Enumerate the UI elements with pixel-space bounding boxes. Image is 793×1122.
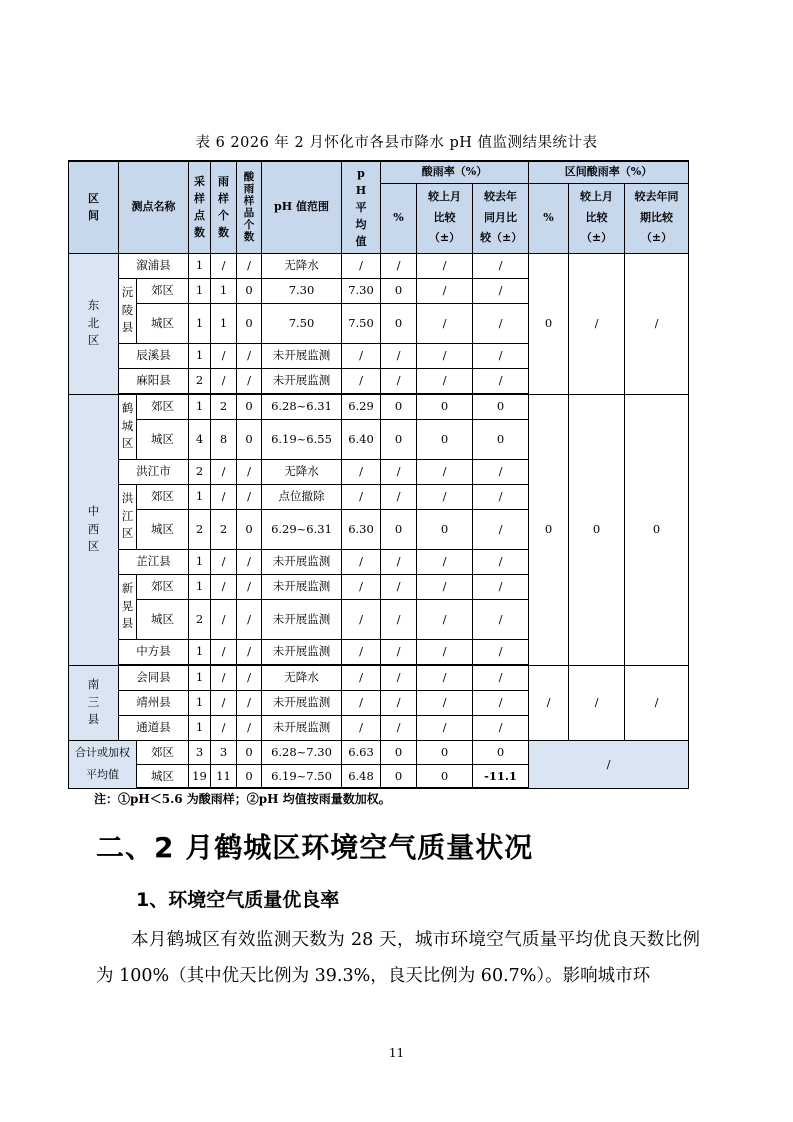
table-row: 麻阳县 2 / / 未开展监测 / / / / (69, 368, 689, 393)
header-region-vs-last-month: 较上月比较（±） (569, 183, 625, 253)
table-row: 沅陵县 郊区 1 1 0 7.30 7.30 0 / / (69, 278, 689, 303)
table-row: 中西区 鹤城区 郊区 1 2 0 6.28~6.31 6.29 0 0 0 0 0 0 (69, 394, 689, 419)
region-zhongxi-mom: 0 (569, 394, 625, 665)
station-name: 中方县 (119, 639, 189, 664)
table-row: 芷江县 1 / / 未开展监测 / / / / (69, 549, 689, 574)
group-yuanling: 沅陵县 (119, 278, 137, 343)
station-name: 芷江县 (119, 549, 189, 574)
header-pct: % (381, 183, 417, 253)
station-name: 溆浦县 (119, 253, 189, 278)
station-name: 洪江市 (119, 459, 189, 484)
page-number: 11 (388, 1046, 405, 1060)
body-paragraph: 本月鹤城区有效监测天数为 28 天，城市环境空气质量平均优良天数比例为 100%（其中优天比例为 39.3%，良天比例为 60.7%）。影响城市环 (96, 930, 700, 986)
station-name: 郊区 (137, 278, 189, 303)
header-ph-avg: pH平均值 (342, 161, 381, 253)
header-station: 测点名称 (119, 161, 189, 253)
table-row: 新晃县 郊区 1 / / 未开展监测 / / / / (69, 574, 689, 599)
header-region-pct: % (529, 183, 569, 253)
header-sample-points: 采样点数 (189, 161, 211, 253)
region-zhongxi-yoy: 0 (625, 394, 689, 665)
region-zhongxi-rate: 0 (529, 394, 569, 665)
region-nansan-rate: / (529, 665, 569, 740)
region-dongbei-mom: / (569, 253, 625, 394)
station-name: 麻阳县 (119, 368, 189, 393)
table-row: 合计或加权平均值 郊区 3 3 0 6.28~7.30 6.63 0 0 0 / (69, 740, 689, 764)
group-hongjiang: 洪江区 (119, 484, 137, 549)
region-nansan-yoy: / (625, 665, 689, 740)
region-nansan: 南三县 (69, 665, 119, 740)
station-name: 郊区 (137, 484, 189, 509)
station-name: 靖州县 (119, 690, 189, 715)
table-row: 洪江区 郊区 1 / / 点位撤除 / / / / (69, 484, 689, 509)
table-row: 城区 4 8 0 6.19~6.55 6.40 0 0 0 (69, 419, 689, 459)
table-row: 城区 19 11 0 6.19~7.50 6.48 0 0 -11.1 (69, 764, 689, 788)
totals-region-value: / (529, 740, 689, 788)
table-row: 辰溪县 1 / / 未开展监测 / / / / (69, 343, 689, 368)
region-nansan-mom: / (569, 665, 625, 740)
region-dongbei-yoy: / (625, 253, 689, 394)
totals-label: 合计或加权平均值 (69, 740, 137, 788)
region-zhongxi: 中西区 (69, 394, 119, 665)
section-title: 二、2 月鹤城区环境空气质量状况 (96, 831, 534, 864)
header-region-acid-rate: 区间酸雨率（%） (529, 161, 689, 183)
station-name: 郊区 (137, 740, 189, 764)
station-name: 郊区 (137, 574, 189, 599)
header-vs-last-year: 较去年同月比较（±） (473, 183, 529, 253)
group-xinhuang: 新晃县 (119, 574, 137, 639)
header-region-vs-last-year: 较去年同期比较（±） (625, 183, 689, 253)
table-row: 通道县 1 / / 未开展监测 / / / / (69, 715, 689, 740)
rain-ph-table (68, 160, 689, 789)
station-name: 城区 (137, 599, 189, 639)
region-dongbei-rate: 0 (529, 253, 569, 394)
station-name: 城区 (137, 764, 189, 788)
table-caption: 表 6 2026 年 2 月怀化市各县市降水 pH 值监测结果统计表 (195, 135, 598, 151)
subsection-title: 1、环境空气质量优良率 (136, 889, 340, 911)
station-name: 会同县 (119, 665, 189, 690)
table-row: 城区 2 2 0 6.29~6.31 6.30 0 0 / (69, 509, 689, 549)
region-dongbei: 东北区 (69, 253, 119, 394)
table-row: 中方县 1 / / 未开展监测 / / / / (69, 639, 689, 664)
table-row: 靖州县 1 / / 未开展监测 / / / / (69, 690, 689, 715)
station-name: 辰溪县 (119, 343, 189, 368)
header-ph-range: pH 值范围 (262, 161, 342, 253)
header-acid-samples: 酸雨样品个数 (237, 161, 262, 253)
station-name: 城区 (137, 509, 189, 549)
station-name: 城区 (137, 419, 189, 459)
header-region: 区间 (69, 161, 119, 253)
table-row: 南三县 会同县 1 / / 无降水 / / / / / / / (69, 665, 689, 690)
table-row: 城区 1 1 0 7.50 7.50 0 / / (69, 303, 689, 343)
station-name: 通道县 (119, 715, 189, 740)
station-name: 郊区 (137, 394, 189, 419)
header-acid-rate: 酸雨率（%） (381, 161, 529, 183)
header-rain-samples: 雨样个数 (211, 161, 237, 253)
table-row: 洪江市 2 / / 无降水 / / / / (69, 459, 689, 484)
table-note: 注：①pH＜5.6 为酸雨样；②pH 均值按雨量数加权。 (94, 792, 391, 806)
table-row: 东北区 溆浦县 1 / / 无降水 / / / / 0 / / (69, 253, 689, 278)
table-row: 城区 2 / / 未开展监测 / / / / (69, 599, 689, 639)
group-hecheng: 鹤城区 (119, 394, 137, 459)
header-vs-last-month: 较上月比较（±） (417, 183, 473, 253)
station-name: 城区 (137, 303, 189, 343)
